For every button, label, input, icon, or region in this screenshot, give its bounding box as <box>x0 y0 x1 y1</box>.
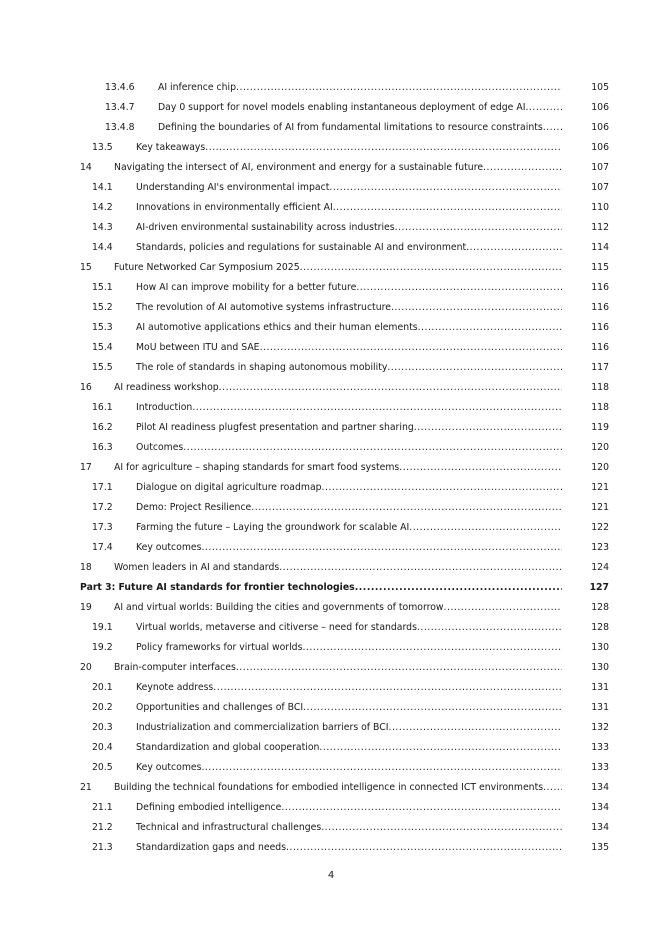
toc-entry-number: 13.4.8 <box>105 122 135 133</box>
toc-entry[interactable] <box>0 258 662 278</box>
dot-leader <box>302 638 562 658</box>
dot-leader <box>279 558 562 578</box>
toc-entry[interactable] <box>0 178 662 198</box>
toc-entry-title[interactable] <box>158 78 562 98</box>
toc-entry-title-text: Standardization gaps and needs <box>136 842 287 853</box>
toc-entry-number: 14.2 <box>92 202 113 213</box>
toc-entry-title-text: Brain-computer interfaces <box>114 662 236 673</box>
toc-entry-title[interactable] <box>136 138 562 158</box>
toc-entry[interactable] <box>0 718 662 738</box>
toc-entry-number: 19.2 <box>92 642 113 653</box>
toc-entry-title-text: Standards, policies and regulations for sustainable AI and environment <box>136 242 467 253</box>
toc-entry[interactable] <box>0 698 662 718</box>
dot-leader <box>525 98 562 118</box>
toc-entry-title-text: Opportunities and challenges of BCI <box>136 702 304 713</box>
toc-entry-page: 134 <box>591 822 609 833</box>
toc-entry-page: 133 <box>591 742 609 753</box>
toc-entry[interactable] <box>0 278 662 298</box>
toc-entry-number: 14 <box>80 162 92 173</box>
toc-entry-title[interactable] <box>136 718 562 738</box>
toc-entry-number: 15.4 <box>92 342 113 353</box>
toc-entry-page: 110 <box>591 202 609 213</box>
toc-entry[interactable] <box>0 798 662 818</box>
dot-leader <box>219 378 562 398</box>
toc-entry-title[interactable] <box>136 758 562 778</box>
toc-entry-title[interactable] <box>136 638 562 658</box>
toc-entry-number: 19.1 <box>92 622 113 633</box>
dot-leader <box>395 218 562 238</box>
toc-entry-number: 13.4.6 <box>105 82 135 93</box>
toc-entry[interactable] <box>0 538 662 558</box>
toc-entry-page: 114 <box>591 242 609 253</box>
toc-entry-title[interactable] <box>136 278 562 298</box>
toc-entry[interactable] <box>0 318 662 338</box>
toc-entry-number: 20.2 <box>92 702 113 713</box>
toc-entry[interactable] <box>0 98 662 118</box>
toc-entry-title-text: Technical and infrastructural challenges <box>136 822 322 833</box>
dot-leader <box>483 158 562 178</box>
toc-entry-title[interactable] <box>136 838 562 858</box>
toc-entry[interactable] <box>0 218 662 238</box>
toc-entry-page: 128 <box>591 622 609 633</box>
table-of-contents <box>0 78 662 858</box>
toc-entry-page: 117 <box>591 362 609 373</box>
toc-entry-title-text: Key takeaways <box>136 142 206 153</box>
toc-entry-number: 17 <box>80 462 92 473</box>
toc-entry-title[interactable] <box>136 518 562 538</box>
toc-entry-title[interactable] <box>136 538 562 558</box>
toc-entry-page: 127 <box>589 582 609 593</box>
toc-entry-page: 116 <box>591 322 609 333</box>
dot-leader <box>543 118 562 138</box>
dot-leader <box>236 78 562 98</box>
toc-entry-number: 20.5 <box>92 762 113 773</box>
toc-entry-page: 118 <box>591 402 609 413</box>
dot-leader <box>543 778 562 798</box>
toc-entry-title[interactable] <box>136 698 562 718</box>
toc-entry-title-text: Demo: Project Resilience <box>136 502 252 513</box>
dot-leader <box>322 478 562 498</box>
dot-leader <box>303 698 562 718</box>
dot-leader <box>399 458 562 478</box>
dot-leader <box>389 718 563 738</box>
toc-entry-title[interactable] <box>136 318 562 338</box>
toc-entry-title[interactable] <box>136 818 562 838</box>
toc-entry-title-text: AI inference chip <box>158 82 237 93</box>
toc-entry-page: 105 <box>591 82 609 93</box>
toc-entry-number: 15 <box>80 262 92 273</box>
dot-leader <box>300 258 562 278</box>
toc-entry-title-text: Building the technical foundations for embodied intelligence in connected ICT environments <box>114 782 544 793</box>
toc-entry-page: 121 <box>591 482 609 493</box>
toc-entry-title[interactable] <box>114 658 562 678</box>
dot-leader <box>417 618 562 638</box>
dot-leader <box>418 318 562 338</box>
toc-entry-title[interactable] <box>114 558 562 578</box>
toc-entry-title[interactable] <box>158 118 562 138</box>
toc-entry-number: 21.1 <box>92 802 113 813</box>
toc-entry-title-text: Policy frameworks for virtual worlds <box>136 642 303 653</box>
toc-entry-page: 122 <box>591 522 609 533</box>
dot-leader <box>391 298 562 318</box>
toc-entry-title[interactable] <box>136 478 562 498</box>
toc-entry-title[interactable] <box>136 438 562 458</box>
toc-entry-number: 14.4 <box>92 242 113 253</box>
toc-entry-title[interactable] <box>136 358 562 378</box>
toc-entry-number: 21.3 <box>92 842 113 853</box>
toc-entry[interactable] <box>0 138 662 158</box>
toc-entry-title-text: Key outcomes <box>136 542 202 553</box>
toc-entry[interactable] <box>0 558 662 578</box>
toc-entry-number: 21.2 <box>92 822 113 833</box>
toc-entry-number: 17.3 <box>92 522 113 533</box>
toc-entry-title-text: How AI can improve mobility for a better future <box>136 282 357 293</box>
toc-entry-number: 20 <box>80 662 92 673</box>
toc-entry-page: 107 <box>591 182 609 193</box>
toc-entry[interactable] <box>0 418 662 438</box>
dot-leader <box>260 338 562 358</box>
dot-leader <box>213 678 562 698</box>
toc-entry-title-text: Virtual worlds, metaverse and citiverse – need for standards <box>136 622 417 633</box>
toc-entry[interactable] <box>0 338 662 358</box>
toc-entry-title[interactable] <box>158 98 562 118</box>
toc-entry[interactable] <box>0 678 662 698</box>
toc-entry-page: 134 <box>591 782 609 793</box>
dot-leader <box>355 578 562 598</box>
toc-entry[interactable] <box>0 618 662 638</box>
toc-entry-title[interactable] <box>136 418 562 438</box>
toc-entry-title[interactable] <box>114 378 562 398</box>
toc-entry-page: 128 <box>591 602 609 613</box>
toc-entry[interactable] <box>0 298 662 318</box>
toc-entry-page: 121 <box>591 502 609 513</box>
toc-entry-title-text: AI for agriculture – shaping standards for smart food systems <box>114 462 400 473</box>
toc-entry-title-text: Pilot AI readiness plugfest presentation and partner sharing <box>136 422 414 433</box>
toc-entry-page: 112 <box>591 222 609 233</box>
toc-entry-number: 14.1 <box>92 182 113 193</box>
dot-leader <box>321 818 562 838</box>
toc-entry-title-text: Part 3: Future AI standards for frontier technologies <box>80 582 355 593</box>
dot-leader <box>444 598 562 618</box>
dot-leader <box>236 658 562 678</box>
toc-entry-page: 133 <box>591 762 609 773</box>
toc-entry[interactable] <box>0 518 662 538</box>
toc-entry-title-text: Farming the future – Laying the groundwork for scalable AI <box>136 522 410 533</box>
toc-entry[interactable] <box>0 398 662 418</box>
toc-entry-title-text: Key outcomes <box>136 762 202 773</box>
toc-entry-title[interactable] <box>136 398 562 418</box>
toc-entry-title[interactable] <box>136 338 562 358</box>
toc-entry-number: 15.5 <box>92 362 113 373</box>
toc-entry[interactable] <box>0 198 662 218</box>
toc-entry-title-text: The revolution of AI automotive systems infrastructure <box>136 302 391 313</box>
toc-entry-page: 130 <box>591 642 609 653</box>
dot-leader <box>192 398 562 418</box>
toc-entry-number: 15.3 <box>92 322 113 333</box>
toc-entry-title-text: Standardization and global cooperation <box>136 742 320 753</box>
dot-leader <box>201 758 562 778</box>
toc-entry-number: 16.2 <box>92 422 113 433</box>
toc-entry-title[interactable] <box>136 498 562 518</box>
toc-entry-title-text: Defining embodied intelligence <box>136 802 282 813</box>
toc-entry-page: 130 <box>591 662 609 673</box>
toc-entry-number: 20.3 <box>92 722 113 733</box>
toc-entry-title-text: AI readiness workshop <box>114 382 219 393</box>
dot-leader <box>205 138 562 158</box>
toc-entry-page: 115 <box>591 262 609 273</box>
toc-entry[interactable] <box>0 838 662 858</box>
toc-entry-page: 119 <box>591 422 609 433</box>
toc-entry-number: 16 <box>80 382 92 393</box>
toc-entry[interactable] <box>0 738 662 758</box>
toc-entry-title[interactable] <box>136 178 562 198</box>
toc-entry-number: 21 <box>80 782 92 793</box>
toc-entry-title[interactable] <box>136 678 562 698</box>
dot-leader <box>466 238 562 258</box>
toc-entry-title-text: AI and virtual worlds: Building the cities and governments of tomorrow <box>114 602 444 613</box>
toc-entry-page: 116 <box>591 282 609 293</box>
toc-entry-title[interactable] <box>114 158 562 178</box>
toc-entry[interactable] <box>0 758 662 778</box>
toc-entry[interactable] <box>0 78 662 98</box>
toc-entry-title-text: Outcomes <box>136 442 184 453</box>
toc-entry-page: 116 <box>591 342 609 353</box>
toc-entry-page: 106 <box>591 142 609 153</box>
toc-entry[interactable] <box>0 158 662 178</box>
page-number: 4 <box>327 870 335 881</box>
toc-entry-title-text: Dialogue on digital agriculture roadmap <box>136 482 322 493</box>
toc-entry-title-text: Introduction <box>136 402 193 413</box>
toc-entry-title[interactable] <box>136 798 562 818</box>
toc-entry-number: 14.3 <box>92 222 113 233</box>
toc-entry-number: 16.3 <box>92 442 113 453</box>
toc-entry-page: 106 <box>591 122 609 133</box>
toc-entry-title-text: Day 0 support for novel models enabling instantaneous deployment of edge AI <box>158 102 526 113</box>
toc-entry-title[interactable] <box>114 458 562 478</box>
toc-entry-number: 17.1 <box>92 482 113 493</box>
toc-entry-page: 131 <box>591 682 609 693</box>
toc-entry-page: 116 <box>591 302 609 313</box>
toc-entry-title-text: Innovations in environmentally efficient AI <box>136 202 333 213</box>
dot-leader <box>356 278 562 298</box>
toc-entry-title-text: AI automotive applications ethics and their human elements <box>136 322 418 333</box>
toc-entry[interactable] <box>0 578 662 598</box>
dot-leader <box>387 358 562 378</box>
toc-entry-title[interactable] <box>136 618 562 638</box>
toc-entry-title-text: Navigating the intersect of AI, environment and energy for a sustainable future <box>114 162 484 173</box>
toc-entry-title-text: Women leaders in AI and standards <box>114 562 280 573</box>
toc-entry-number: 13.5 <box>92 142 113 153</box>
toc-entry-page: 124 <box>591 562 609 573</box>
toc-entry-page: 120 <box>591 462 609 473</box>
dot-leader <box>281 798 562 818</box>
toc-entry[interactable] <box>0 118 662 138</box>
toc-entry[interactable] <box>0 498 662 518</box>
toc-entry[interactable] <box>0 818 662 838</box>
dot-leader <box>201 538 562 558</box>
dot-leader <box>409 518 562 538</box>
toc-entry-number: 15.1 <box>92 282 113 293</box>
toc-entry-page: 132 <box>591 722 609 733</box>
toc-entry-title[interactable] <box>136 198 562 218</box>
toc-entry-title-text: Keynote address <box>136 682 214 693</box>
toc-entry-title[interactable] <box>114 598 562 618</box>
toc-entry-page: 131 <box>591 702 609 713</box>
toc-entry-title-text: Understanding AI's environmental impact <box>136 182 330 193</box>
toc-entry-number: 17.2 <box>92 502 113 513</box>
toc-entry[interactable] <box>0 638 662 658</box>
toc-entry-number: 17.4 <box>92 542 113 553</box>
toc-entry-number: 13.4.7 <box>105 102 135 113</box>
toc-entry[interactable] <box>0 438 662 458</box>
toc-entry-number: 20.1 <box>92 682 113 693</box>
toc-entry-page: 106 <box>591 102 609 113</box>
toc-entry-title[interactable] <box>136 218 562 238</box>
toc-entry[interactable] <box>0 238 662 258</box>
toc-entry-title[interactable] <box>80 578 562 598</box>
toc-entry-title-text: MoU between ITU and SAE <box>136 342 260 353</box>
dot-leader <box>329 178 562 198</box>
toc-entry-page: 123 <box>591 542 609 553</box>
toc-entry-page: 135 <box>591 842 609 853</box>
toc-entry[interactable] <box>0 778 662 798</box>
toc-entry-number: 19 <box>80 602 92 613</box>
dot-leader <box>333 198 562 218</box>
toc-entry-number: 18 <box>80 562 92 573</box>
toc-entry-number: 16.1 <box>92 402 113 413</box>
toc-entry-title-text: The role of standards in shaping autonomous mobility <box>136 362 388 373</box>
dot-leader <box>319 738 562 758</box>
toc-entry-page: 107 <box>591 162 609 173</box>
toc-entry-page: 118 <box>591 382 609 393</box>
toc-entry-page: 120 <box>591 442 609 453</box>
toc-entry-title[interactable] <box>136 238 562 258</box>
toc-entry[interactable] <box>0 358 662 378</box>
toc-entry-title[interactable] <box>136 738 562 758</box>
toc-entry[interactable] <box>0 598 662 618</box>
toc-entry-page: 134 <box>591 802 609 813</box>
dot-leader <box>183 438 562 458</box>
dot-leader <box>251 498 562 518</box>
toc-entry-title-text: Industrialization and commercialization barriers of BCI <box>136 722 389 733</box>
toc-entry-title-text: Defining the boundaries of AI from fundamental limitations to resource constraints <box>158 122 543 133</box>
dot-leader <box>414 418 562 438</box>
dot-leader <box>286 838 562 858</box>
toc-entry-number: 20.4 <box>92 742 113 753</box>
toc-entry-title-text: AI-driven environmental sustainability across industries <box>136 222 395 233</box>
toc-entry-number: 15.2 <box>92 302 113 313</box>
toc-entry-title-text: Future Networked Car Symposium 2025 <box>114 262 300 273</box>
toc-entry[interactable] <box>0 378 662 398</box>
toc-entry-title[interactable] <box>114 778 562 798</box>
toc-entry[interactable] <box>0 478 662 498</box>
toc-entry[interactable] <box>0 658 662 678</box>
toc-entry-title[interactable] <box>114 258 562 278</box>
toc-entry[interactable] <box>0 458 662 478</box>
toc-entry-title[interactable] <box>136 298 562 318</box>
